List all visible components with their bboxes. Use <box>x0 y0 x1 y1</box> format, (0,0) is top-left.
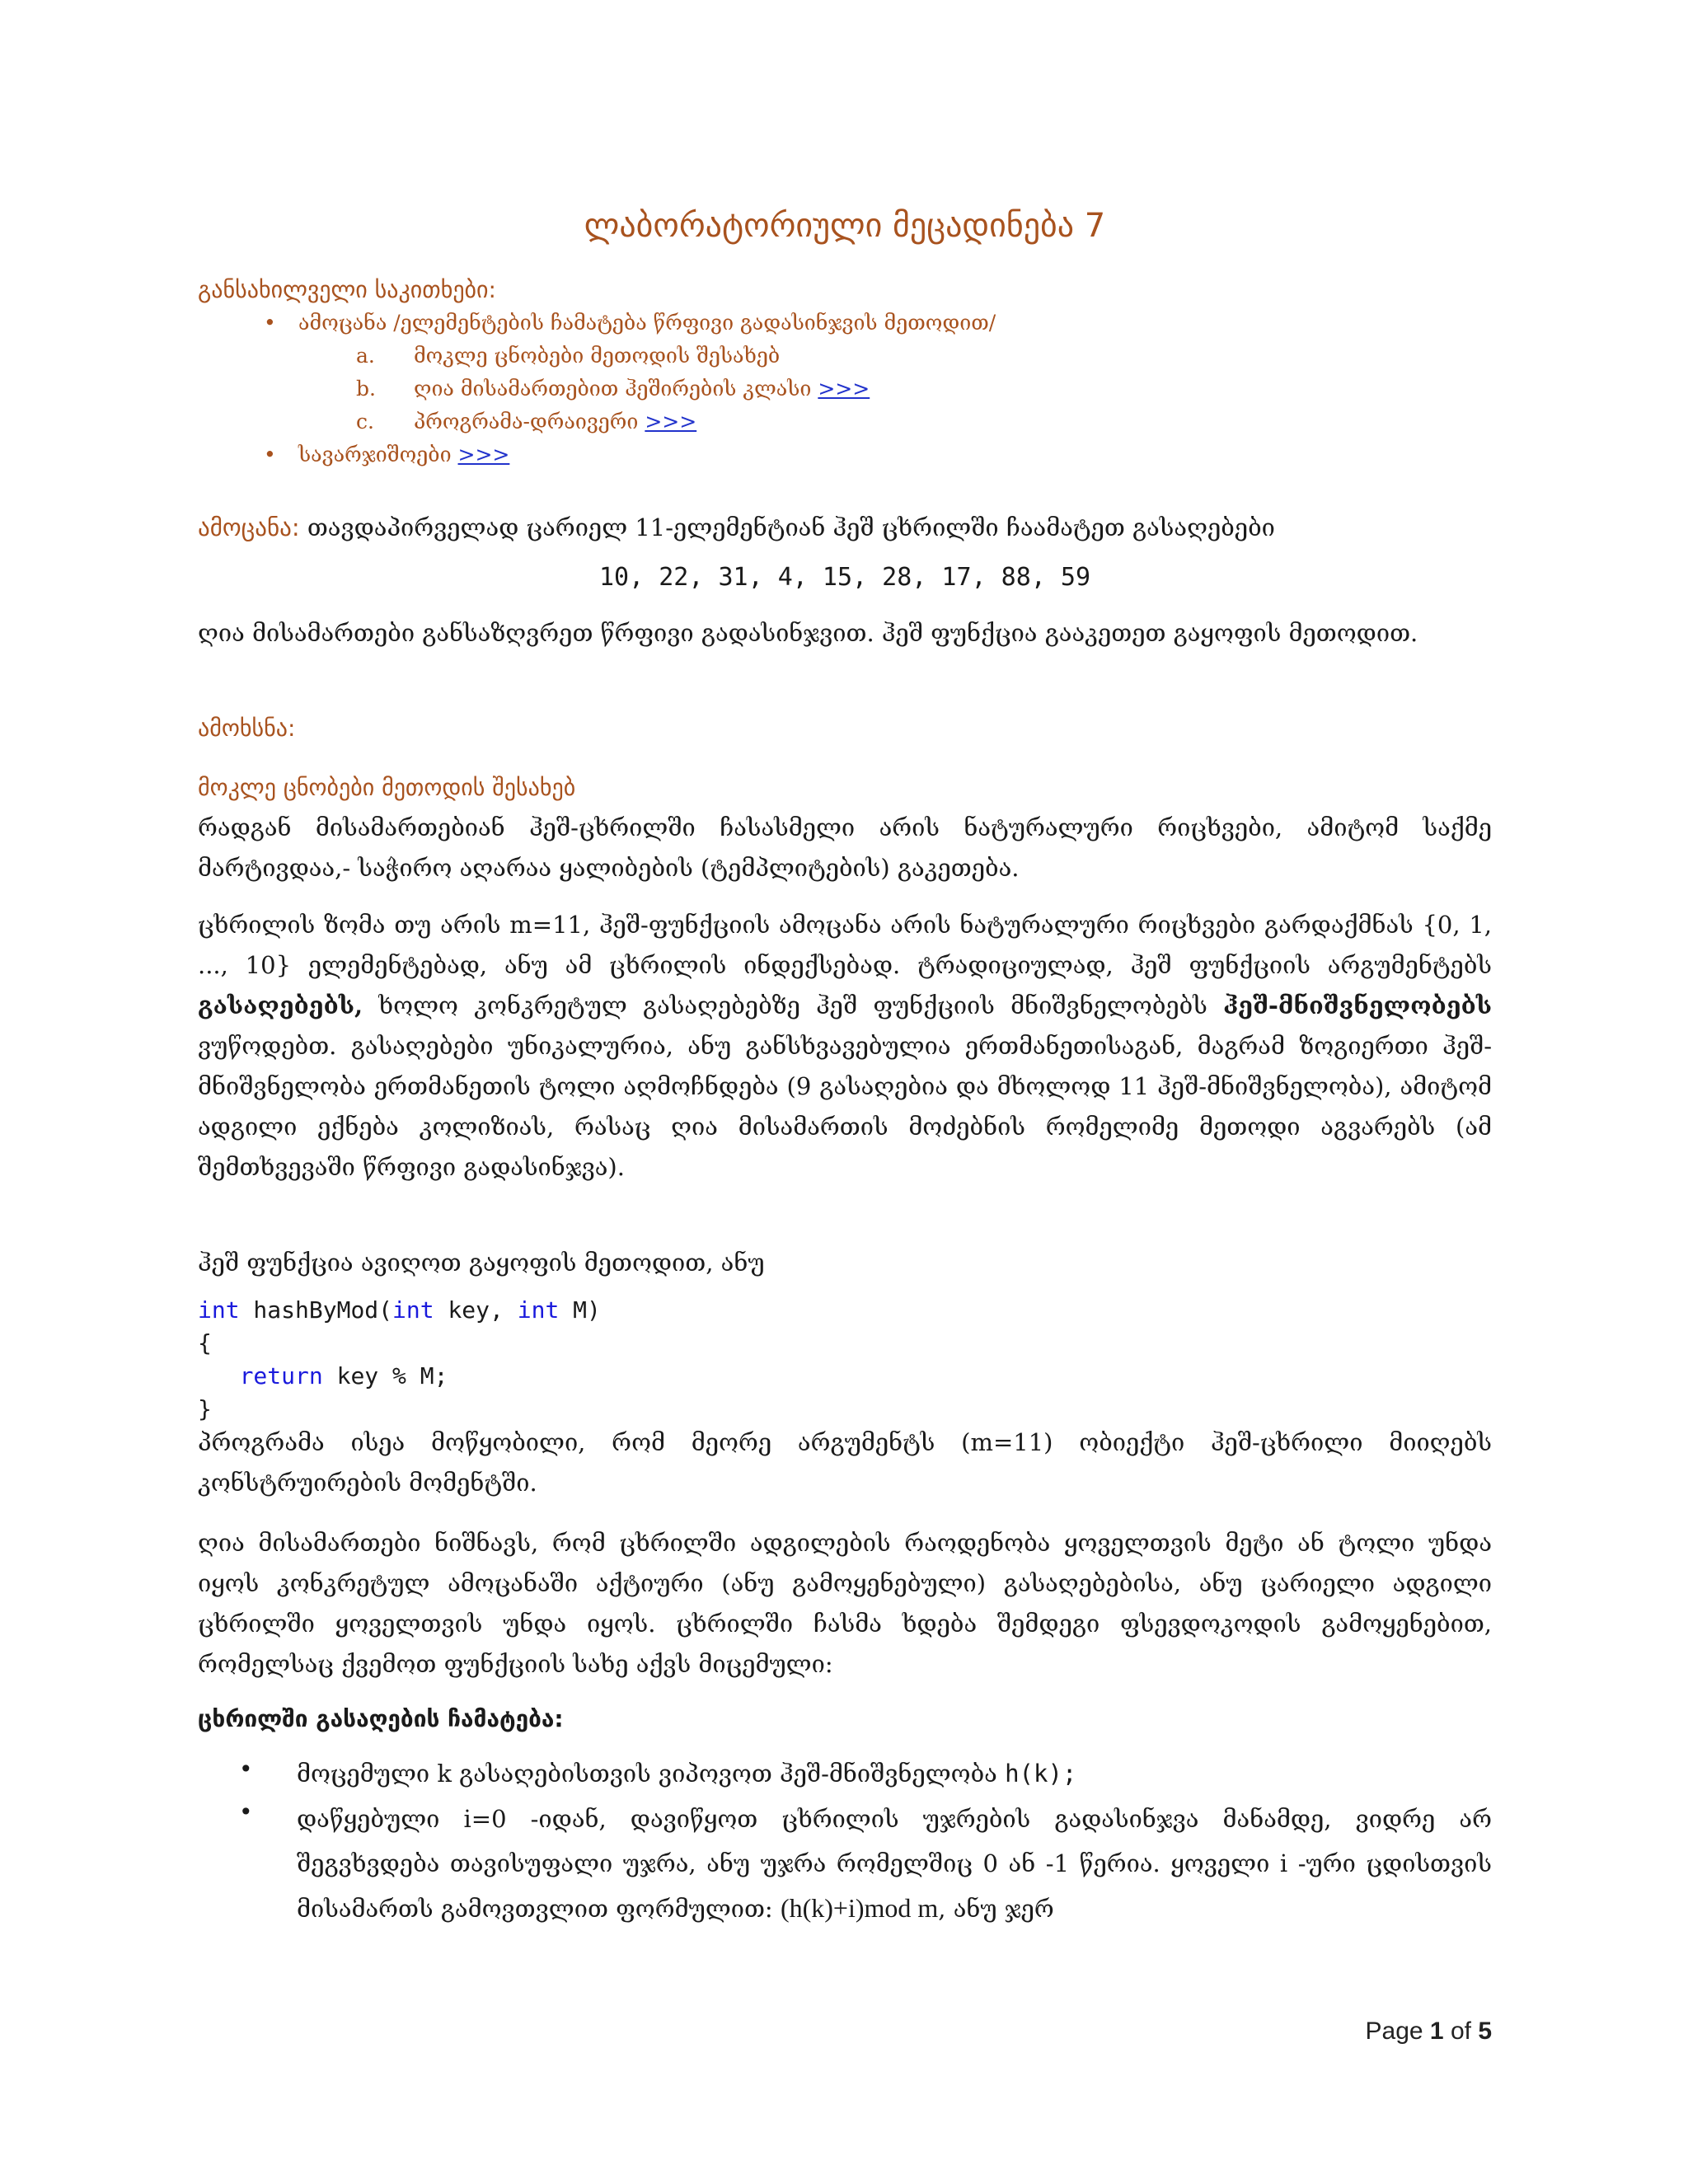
driver-program-link[interactable]: >>> <box>645 410 697 434</box>
paragraph-intro: რადგან მისამართებიან ჰეშ-ცხრილში ჩასასმელი არის ნატურალური რიცხვები, ამიტომ საქმე მარტივდაა,- საჭირო აღარაა ყალიბების (ტემპლიტების) გაკეთება. <box>198 813 1492 882</box>
footer-text: Page <box>1365 2018 1430 2045</box>
paragraph-open-addressing: ღია მისამართები ნიშნავს, რომ ცხრილში ადგილების რაოდენობა ყოველთვის მეტი ან ტოლი უნდა იყოს კონკრეტულ ამოცანაში აქტიური (ანუ გამოყენებული) გასაღებებისა, ანუ ცარიელი ადგილი ცხრილში ყოველთვის უნდა იყოს. ცხრილში ჩასმა ხდება შემდეგი ფსევდოკოდის გამოყენებით, რომელსაც ქვემოთ ფუნქციის სახე აქვს მიცემული: <box>198 1529 1492 1678</box>
code-indent <box>198 1362 240 1390</box>
text-run: მოცემული k გასაღებისთვის ვიპოვოთ ჰეშ-მნიშვნელობა <box>297 1760 1006 1788</box>
topic-label: მოკლე ცნობები მეთოდის შესახებ <box>414 344 781 368</box>
text-run: დაწყებული i=0 -იდან, დავიწყოთ ცხრილის უჯრების გადასინჯვა მანამდე, ვიდრე არ შეგვხვდება თავისუფალი უჯრა, ანუ უჯრა რომელშიც 0 ან -1 წერია. ყოველი i -ური ცდისთვის მისამართს გამოვთვლით ფორმულით: <box>297 1805 1492 1923</box>
total-pages: 5 <box>1478 2018 1492 2045</box>
bullet-icon: • <box>239 1755 253 1783</box>
term-keys: გასაღებებს, <box>198 991 363 1019</box>
code-keyword: return <box>239 1362 323 1390</box>
code-text: key % M; <box>322 1362 448 1390</box>
list-item-step2 <box>297 1797 1492 1931</box>
bullet-icon: • <box>264 311 276 335</box>
topic-item-exercises <box>264 438 996 471</box>
topic-label: სავარჯიშოები <box>298 443 458 466</box>
list-marker: c. <box>356 410 374 434</box>
section-heading-insert: ცხრილში გასაღების ჩამატება: <box>198 1705 564 1732</box>
inline-code: h(k); <box>1005 1760 1077 1788</box>
text-run: ვუწოდებთ. გასაღებები უნიკალურია, ანუ განსხვავებულია ერთმანეთისაგან, მაგრამ ზოგიერთი ჰეშ-მნიშვნელობა ერთმანეთის ტოლი აღმოჩნდება (9 გასაღებია და მხოლოდ 11 ჰეშ-მნიშვნელობა), ამიტომ ადგილი ექნება კოლიზიას, რასაც ღია მისამართის მოძებნის რომელიმე მეთოდი აგვარებს (ამ შემთხვევაში წრფივი გადასინჯვა). <box>198 1032 1492 1181</box>
code-text: key, <box>434 1296 518 1324</box>
text-run: ცხრილის ზომა თუ არის m=11, ჰეშ-ფუნქციის ამოცანა არის ნატურალური რიცხვები გარდაქმნას {0, 1, ..., 10} ელემენტებად, ანუ ამ ცხრილის ინდექსებად. ტრადიციულად, ჰეშ ფუნქციის არგუმენტებს <box>198 911 1492 979</box>
topic-item-task <box>264 307 996 340</box>
document-page <box>198 0 1492 2184</box>
topics-list <box>264 307 996 471</box>
task-statement <box>198 508 1492 548</box>
code-keyword: int <box>517 1296 560 1324</box>
text-run: , ანუ ჯერ <box>938 1895 1054 1923</box>
task-label: ამოცანა: <box>198 513 300 541</box>
code-text: } <box>198 1395 212 1422</box>
exercises-link[interactable]: >>> <box>457 443 510 466</box>
formula: (h(k)+i)mod m <box>780 1893 939 1923</box>
topic-label: ამოცანა /ელემენტების ჩამატება წრფივი გადასინჯვის მეთოდით/ <box>298 311 996 335</box>
text-run: ხოლო კონკრეტულ გასაღებებზე ჰეშ ფუნქციის მნიშვნელობებს <box>363 991 1224 1019</box>
solution-label: ამოხსნა: <box>198 715 296 742</box>
list-marker: a. <box>356 344 375 368</box>
paragraph-hash-explanation <box>198 905 1492 1188</box>
code-text: hashByMod( <box>239 1296 393 1324</box>
page-title: ლაბორატორიული მეცადინება 7 <box>584 207 1106 245</box>
section-heading-method: მოკლე ცნობები მეთოდის შესახებ <box>198 774 576 801</box>
paragraph-program-setup: პროგრამა ისეა მოწყობილი, რომ მეორე არგუმენტს (m=11) ობიექტი ჰეშ-ცხრილი მიიღებს კონსტრუირების მომენტში. <box>198 1428 1492 1497</box>
topic-label: ღია მისამართებით ჰეშირების კლასი <box>414 377 818 401</box>
topic-subitem-b <box>264 373 996 405</box>
code-keyword: int <box>198 1296 240 1324</box>
code-keyword: int <box>392 1296 434 1324</box>
topic-subitem-a <box>264 340 996 373</box>
task-text-2: ღია მისამართები განსაზღვრეთ წრფივი გადასინჯვით. ჰეშ ფუნქცია გააკეთეთ გაყოფის მეთოდით. <box>198 619 1418 647</box>
bullet-icon: • <box>264 443 276 466</box>
list-item-step1 <box>297 1754 1492 1794</box>
topics-heading: განსახილველი საკითხები: <box>198 276 496 303</box>
topic-label: პროგრამა-დრაივერი <box>414 410 645 434</box>
bullet-icon: • <box>239 1798 253 1825</box>
keys-list: 10, 22, 31, 4, 15, 28, 17, 88, 59 <box>598 563 1091 592</box>
code-text: { <box>198 1329 212 1357</box>
footer-text: of <box>1443 2018 1479 2045</box>
task-text: თავდაპირველად ცარიელ 11-ელემენტიან ჰეშ ცხრილში ჩაამატეთ გასაღებები <box>299 513 1275 541</box>
topic-subitem-c <box>264 405 996 438</box>
list-marker: b. <box>356 377 376 401</box>
paragraph-hash-choice: ჰეშ ფუნქცია ავიღოთ გაყოფის მეთოდით, ანუ <box>198 1249 765 1277</box>
term-hash-values: ჰეშ-მნიშვნელობებს <box>1223 991 1492 1019</box>
hash-class-link[interactable]: >>> <box>818 377 870 401</box>
page-number <box>1366 2018 1492 2046</box>
code-block <box>198 1294 601 1426</box>
code-text: M) <box>559 1296 601 1324</box>
current-page: 1 <box>1429 2018 1444 2045</box>
